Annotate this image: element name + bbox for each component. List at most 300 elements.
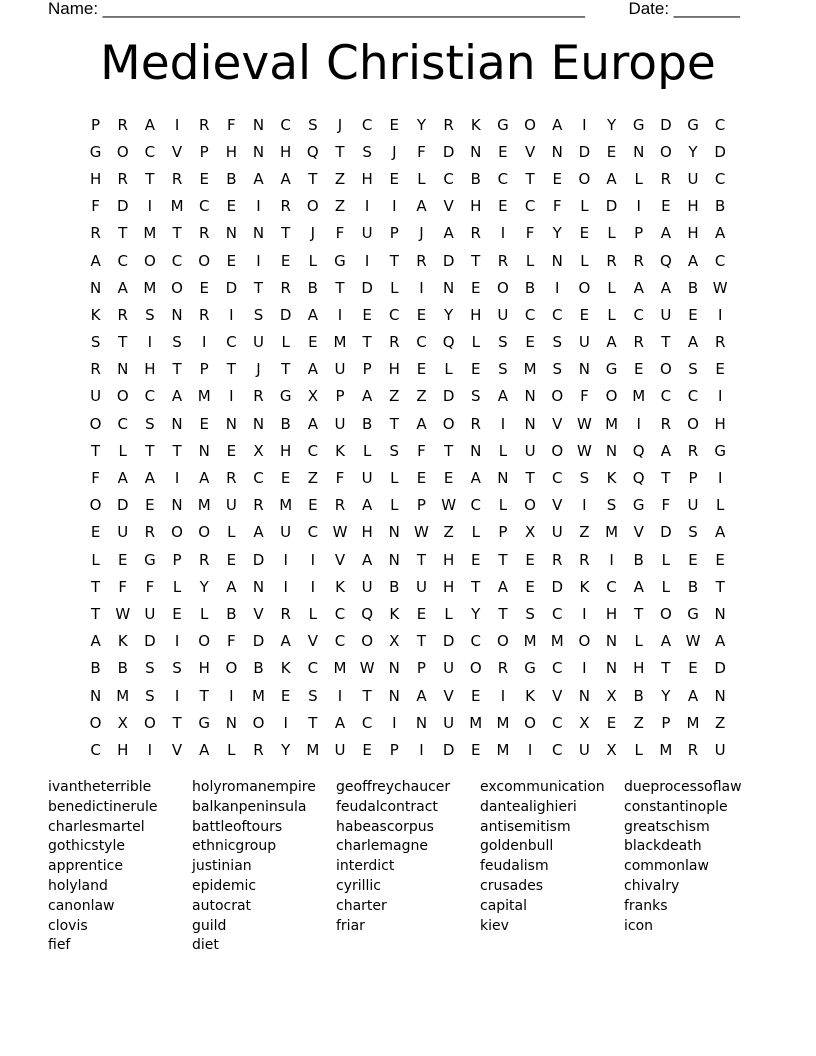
grid-letter: D — [714, 659, 726, 678]
grid-letter: T — [90, 441, 101, 460]
word-item: feudalism — [480, 858, 549, 875]
grid-letter: S — [498, 333, 508, 352]
grid-letter: I — [229, 305, 234, 324]
grid-letter: P — [416, 659, 426, 678]
grid-letter: D — [660, 115, 672, 134]
grid-letter: E — [280, 251, 291, 270]
grid-letter: K — [90, 305, 101, 324]
grid-letter: T — [389, 414, 399, 433]
grid-letter: E — [226, 550, 237, 569]
word-item: autocrat — [192, 897, 252, 914]
grid-letter: C — [551, 713, 563, 732]
word-column — [624, 778, 768, 956]
grid-letter: B — [253, 659, 264, 678]
grid-letter: R — [253, 740, 264, 759]
word-item: antisemitism — [480, 818, 571, 835]
grid-letter: L — [580, 251, 589, 270]
grid-letter: I — [419, 740, 424, 759]
word-item: gothicstyle — [48, 838, 125, 855]
grid-letter: I — [147, 197, 153, 216]
grid-letter: A — [660, 441, 671, 460]
grid-letter: H — [198, 659, 210, 678]
grid-letter: G — [605, 360, 618, 379]
grid-letter: V — [253, 604, 264, 623]
grid-letter: A — [253, 523, 264, 542]
grid-letter: D — [361, 278, 373, 297]
grid-row — [82, 519, 734, 546]
grid-letter: C — [334, 604, 346, 623]
word-column — [192, 778, 336, 956]
grid-letter: T — [308, 169, 318, 188]
grid-letter: H — [442, 577, 455, 596]
grid-letter: O — [252, 713, 265, 732]
grid-letter: R — [198, 224, 210, 243]
grid-letter: X — [606, 740, 617, 759]
grid-letter: L — [118, 441, 127, 460]
word-item: geoffreychaucer — [336, 779, 451, 795]
grid-letter: D — [442, 251, 455, 270]
grid-letter: N — [252, 224, 265, 243]
grid-letter: C — [551, 740, 563, 759]
grid-letter: N — [171, 496, 183, 515]
grid-letter: O — [659, 360, 672, 379]
grid-letter: H — [89, 169, 102, 188]
grid-letter: L — [634, 632, 643, 651]
grid-letter: X — [524, 523, 536, 542]
grid-letter: S — [308, 686, 318, 705]
grid-letter: E — [525, 333, 535, 352]
grid-letter: S — [552, 333, 562, 352]
grid-letter: C — [253, 469, 264, 488]
grid-letter: S — [172, 659, 182, 678]
grid-row — [82, 274, 734, 301]
grid-letter: W — [576, 414, 592, 433]
grid-letter: U — [334, 740, 346, 759]
grid-letter: V — [552, 496, 563, 515]
grid-letter: T — [498, 604, 508, 623]
grid-letter: O — [361, 632, 374, 651]
grid-letter: L — [91, 550, 100, 569]
grid-letter: C — [334, 632, 346, 651]
grid-letter: O — [442, 414, 455, 433]
grid-letter: A — [715, 224, 726, 243]
grid-letter: X — [389, 632, 400, 651]
grid-letter: E — [525, 550, 535, 569]
grid-letter: U — [714, 740, 726, 759]
grid-letter: N — [388, 686, 400, 705]
word-item: apprentice — [48, 858, 123, 875]
grid-letter: W — [332, 523, 348, 542]
grid-letter: T — [90, 604, 101, 623]
grid-letter: N — [225, 414, 237, 433]
grid-letter: R — [280, 197, 291, 216]
grid-letter: P — [389, 740, 399, 759]
grid-letter: Y — [661, 686, 671, 705]
word-item: charlemagne — [336, 838, 428, 855]
word-item: charlesmartel — [48, 818, 145, 835]
grid-letter: G — [687, 115, 699, 134]
grid-letter: E — [471, 278, 481, 297]
grid-letter: N — [388, 659, 400, 678]
grid-letter: T — [335, 142, 345, 161]
grid-letter: E — [443, 469, 454, 488]
grid-letter: A — [660, 632, 671, 651]
grid-letter: L — [227, 523, 236, 542]
grid-letter: T — [172, 441, 182, 460]
grid-letter: O — [198, 632, 211, 651]
grid-letter: G — [279, 387, 292, 406]
grid-letter: E — [362, 740, 372, 759]
grid-letter: I — [174, 115, 180, 134]
grid-letter: H — [361, 523, 373, 542]
grid-letter: P — [172, 550, 182, 569]
grid-letter: I — [500, 686, 506, 705]
grid-letter: F — [91, 197, 100, 216]
grid-letter: C — [714, 115, 726, 134]
grid-letter: N — [388, 523, 400, 542]
grid-letter: G — [632, 115, 645, 134]
grid-letter: Z — [715, 713, 726, 732]
grid-letter: T — [498, 550, 508, 569]
grid-letter: A — [660, 278, 671, 297]
grid-letter: S — [172, 333, 182, 352]
grid-letter: E — [90, 523, 101, 542]
grid-letter: O — [89, 713, 102, 732]
grid-letter: U — [90, 387, 102, 406]
grid-letter: M — [333, 659, 347, 678]
grid-letter: E — [416, 305, 427, 324]
grid-letter: U — [280, 523, 292, 542]
grid-letter: S — [688, 523, 698, 542]
grid-letter: R — [714, 333, 726, 352]
grid-letter: G — [524, 659, 536, 678]
grid-letter: E — [471, 686, 481, 705]
grid-letter: A — [687, 251, 699, 270]
grid-letter: R — [497, 251, 509, 270]
grid-letter: T — [172, 360, 182, 379]
grid-letter: R — [253, 496, 264, 515]
grid-letter: D — [442, 740, 455, 759]
grid-letter: S — [688, 360, 698, 379]
word-item: capital — [480, 897, 528, 914]
word-item: guild — [192, 917, 227, 934]
grid-letter: I — [201, 333, 207, 352]
grid-letter: N — [470, 142, 482, 161]
grid-letter: H — [280, 441, 292, 460]
grid-letter: C — [117, 251, 128, 270]
grid-letter: U — [361, 469, 373, 488]
grid-letter: I — [174, 686, 180, 705]
grid-letter: M — [116, 686, 130, 705]
grid-letter: A — [687, 686, 699, 705]
grid-letter: M — [550, 632, 564, 651]
grid-letter: E — [145, 496, 155, 515]
grid-letter: X — [307, 387, 318, 406]
grid-letter: K — [335, 441, 345, 460]
grid-letter: I — [717, 387, 723, 406]
grid-letter: L — [661, 550, 671, 569]
grid-letter: B — [226, 604, 237, 623]
grid-letter: D — [714, 142, 726, 161]
grid-letter: M — [197, 387, 211, 406]
grid-letter: M — [496, 740, 510, 759]
grid-letter: R — [443, 115, 454, 134]
grid-letter: E — [280, 469, 291, 488]
grid-letter: Y — [416, 115, 427, 134]
grid-letter: R — [144, 523, 156, 542]
grid-letter: Y — [281, 740, 291, 759]
grid-letter: V — [552, 414, 563, 433]
grid-letter: A — [144, 469, 156, 488]
grid-letter: N — [252, 414, 265, 433]
word-column — [480, 778, 624, 956]
grid-letter: G — [714, 441, 726, 460]
grid-letter: H — [687, 224, 699, 243]
grid-letter: M — [605, 523, 619, 542]
grid-letter: M — [659, 740, 673, 759]
grid-letter: B — [687, 278, 699, 297]
grid-letter: C — [171, 251, 183, 270]
grid-letter: O — [687, 414, 699, 433]
grid-letter: B — [361, 414, 373, 433]
grid-letter: O — [551, 387, 564, 406]
grid-letter: O — [89, 496, 102, 515]
grid-letter: R — [660, 414, 672, 433]
grid-letter: O — [143, 713, 156, 732]
grid-letter: T — [281, 360, 291, 379]
grid-letter: T — [172, 713, 182, 732]
grid-letter: N — [117, 360, 129, 379]
grid-letter: N — [225, 224, 237, 243]
grid-letter: L — [471, 523, 480, 542]
grid-letter: D — [551, 577, 564, 596]
grid-letter: V — [171, 740, 183, 759]
grid-letter: M — [523, 632, 537, 651]
grid-letter: E — [416, 469, 427, 488]
grid-letter: N — [578, 360, 590, 379]
grid-letter: T — [308, 713, 318, 732]
grid-letter: F — [552, 197, 562, 216]
grid-letter: N — [551, 251, 563, 270]
grid-row — [82, 356, 734, 383]
grid-letter: E — [688, 305, 698, 324]
grid-letter: T — [444, 441, 454, 460]
grid-row — [82, 193, 734, 220]
grid-letter: S — [525, 604, 535, 623]
grid-letter: T — [281, 224, 291, 243]
grid-letter: F — [661, 496, 671, 515]
grid-letter: I — [283, 577, 288, 596]
grid-letter: T — [90, 577, 101, 596]
grid-letter: I — [229, 686, 234, 705]
grid-letter: Z — [334, 197, 346, 216]
word-item: commonlaw — [624, 858, 709, 875]
grid-letter: T — [525, 469, 535, 488]
grid-letter: L — [308, 604, 317, 623]
grid-letter: L — [444, 604, 453, 623]
word-item: goldenbull — [480, 838, 554, 855]
grid-row — [82, 220, 734, 247]
grid-letter: L — [634, 169, 643, 188]
grid-letter: I — [582, 496, 587, 515]
grid-letter: Q — [632, 469, 645, 488]
grid-letter: F — [417, 441, 426, 460]
letter-grid — [82, 111, 734, 764]
word-item: dantealighieri — [480, 798, 577, 815]
grid-letter: Y — [606, 115, 617, 134]
grid-letter: O — [89, 414, 102, 433]
grid-letter: R — [280, 278, 291, 297]
grid-letter: V — [171, 142, 183, 161]
grid-letter: N — [524, 387, 536, 406]
grid-letter: A — [253, 169, 264, 188]
grid-letter: C — [416, 333, 427, 352]
grid-letter: U — [660, 305, 672, 324]
grid-letter: A — [606, 333, 617, 352]
grid-letter: H — [117, 740, 129, 759]
grid-letter: F — [227, 632, 236, 651]
grid-letter: C — [606, 577, 617, 596]
grid-letter: L — [390, 469, 399, 488]
grid-letter: Q — [306, 142, 319, 161]
grid-letter: C — [551, 659, 563, 678]
grid-letter: I — [419, 278, 424, 297]
grid-letter: V — [443, 197, 454, 216]
grid-letter: U — [687, 169, 699, 188]
word-item: benedictinerule — [48, 798, 158, 815]
grid-letter: T — [525, 169, 535, 188]
grid-letter: Q — [442, 333, 455, 352]
grid-letter: I — [636, 197, 641, 216]
grid-letter: H — [280, 142, 292, 161]
grid-letter: R — [117, 169, 128, 188]
grid-letter: L — [308, 251, 317, 270]
word-item: friar — [336, 917, 365, 934]
grid-letter: R — [117, 115, 128, 134]
grid-letter: S — [145, 659, 155, 678]
grid-letter: A — [497, 387, 509, 406]
grid-letter: N — [605, 632, 618, 651]
grid-letter: U — [415, 577, 427, 596]
grid-row — [82, 655, 734, 682]
grid-letter: R — [470, 224, 481, 243]
grid-letter: S — [145, 686, 155, 705]
grid-letter: E — [308, 496, 318, 515]
grid-letter: Q — [632, 441, 645, 460]
grid-letter: E — [579, 305, 590, 324]
grid-letter: O — [659, 142, 672, 161]
grid-letter: D — [252, 632, 265, 651]
grid-letter: C — [361, 713, 373, 732]
grid-letter: L — [390, 496, 399, 515]
grid-letter: S — [498, 360, 508, 379]
grid-letter: O — [524, 115, 536, 134]
grid-letter: E — [280, 686, 291, 705]
grid-letter: S — [308, 115, 318, 134]
grid-letter: C — [117, 414, 128, 433]
grid-letter: T — [362, 686, 372, 705]
grid-letter: E — [579, 224, 590, 243]
word-item: blackdeath — [624, 838, 702, 855]
word-item: charter — [336, 897, 387, 914]
grid-letter: E — [661, 197, 671, 216]
word-item: interdict — [336, 858, 395, 875]
grid-letter: K — [389, 604, 400, 623]
grid-letter: N — [252, 115, 265, 134]
name-field: Name: ___________________________________________________ — [48, 0, 585, 18]
grid-letter: I — [392, 713, 397, 732]
grid-letter: I — [283, 713, 288, 732]
grid-letter: C — [361, 115, 373, 134]
grid-letter: M — [252, 686, 265, 705]
grid-letter: B — [307, 278, 318, 297]
grid-letter: H — [714, 414, 726, 433]
grid-row — [82, 111, 734, 138]
grid-letter: I — [310, 550, 316, 569]
grid-letter: S — [471, 387, 481, 406]
grid-letter: G — [198, 713, 211, 732]
grid-letter: E — [308, 333, 318, 352]
grid-letter: A — [307, 305, 318, 324]
grid-letter: O — [225, 659, 238, 678]
grid-letter: I — [229, 387, 234, 406]
word-item: ivantheterrible — [48, 779, 152, 795]
grid-letter: S — [389, 441, 400, 460]
grid-letter: R — [334, 496, 346, 515]
word-item: canonlaw — [48, 897, 115, 914]
grid-letter: X — [606, 686, 617, 705]
grid-letter: A — [715, 632, 726, 651]
grid-letter: W — [414, 523, 429, 542]
grid-letter: C — [633, 305, 644, 324]
grid-letter: D — [442, 387, 455, 406]
grid-letter: P — [498, 523, 508, 542]
grid-letter: T — [172, 224, 182, 243]
grid-letter: E — [117, 550, 128, 569]
grid-letter: F — [335, 224, 345, 243]
grid-letter: T — [389, 251, 399, 270]
grid-letter: N — [171, 414, 183, 433]
grid-letter: C — [307, 523, 319, 542]
grid-letter: M — [632, 387, 646, 406]
grid-letter: Z — [307, 469, 318, 488]
grid-letter: G — [497, 115, 509, 134]
grid-letter: A — [226, 577, 237, 596]
word-item: justinian — [192, 858, 252, 875]
grid-letter: L — [715, 496, 725, 515]
grid-letter: L — [580, 197, 589, 216]
grid-letter: A — [633, 577, 644, 596]
grid-letter: U — [687, 496, 699, 515]
grid-letter: F — [227, 115, 236, 134]
grid-letter: L — [200, 604, 209, 623]
grid-letter: D — [252, 550, 265, 569]
grid-letter: V — [307, 632, 318, 651]
grid-letter: C — [226, 333, 237, 352]
grid-letter: D — [605, 197, 618, 216]
grid-letter: O — [171, 278, 183, 297]
grid-letter: D — [578, 142, 591, 161]
grid-letter: T — [253, 278, 264, 297]
grid-letter: H — [388, 360, 400, 379]
grid-letter: H — [470, 197, 482, 216]
grid-letter: Z — [633, 713, 644, 732]
word-item: balkanpeninsula — [192, 798, 307, 815]
grid-letter: M — [143, 278, 157, 297]
grid-letter: P — [416, 496, 426, 515]
grid-letter: H — [633, 659, 645, 678]
page-title: Medieval Christian Europe — [100, 36, 716, 91]
